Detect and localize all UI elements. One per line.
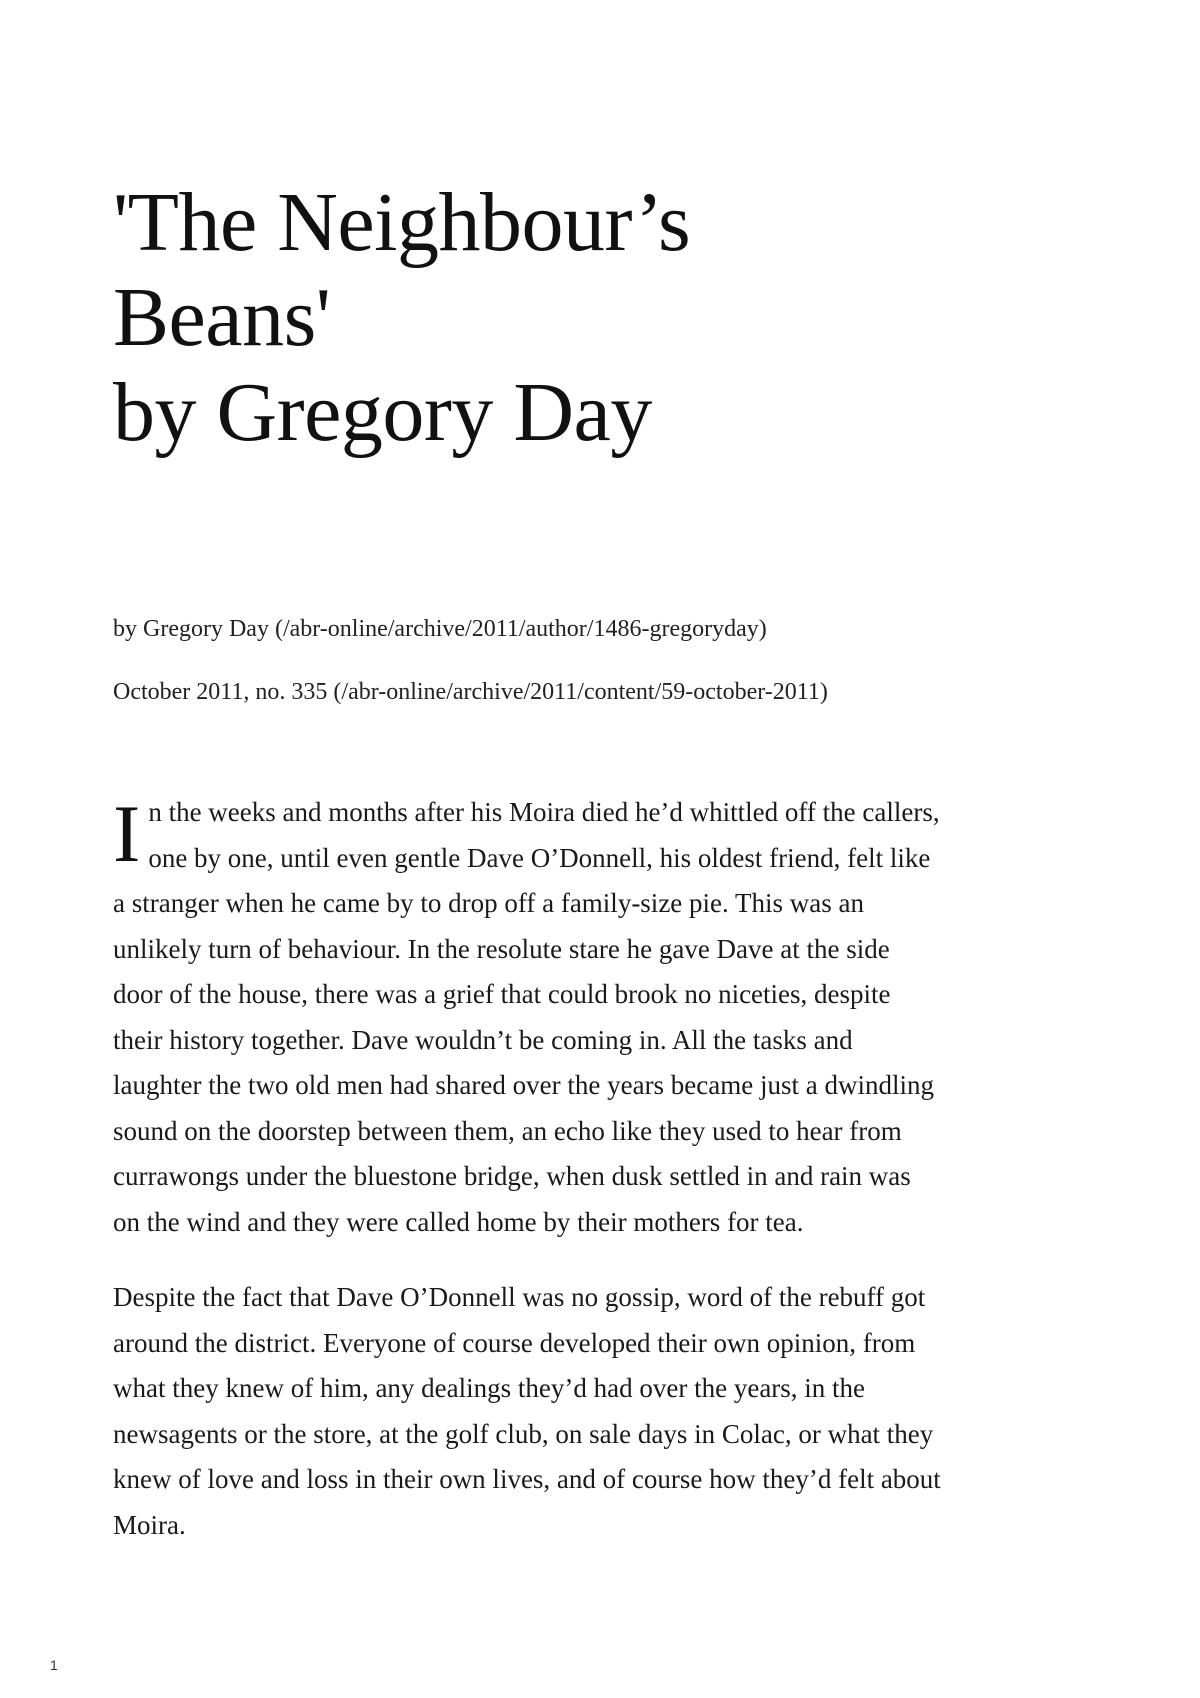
paragraph-line: sound on the doorstep between them, an echo like they used to hear from — [113, 1115, 902, 1146]
paragraph-line: a stranger when he came by to drop off a family-size pie. This was an — [113, 888, 865, 918]
paragraph-line: around the district. Everyone of course developed their own opinion, from — [113, 1327, 916, 1358]
issue-info: October 2011, no. 335 (/abr-online/archive/2011/content/59-october-2011) — [113, 679, 828, 705]
paragraph-line: Despite the fact that Dave O’Donnell was no gossip, word of the rebuff got — [113, 1282, 926, 1312]
paragraph-2 — [113, 1275, 1098, 1548]
title-line-3: by Gregory Day — [113, 366, 652, 459]
paragraph-line: what they knew of him, any dealings they’d had over the years, in the — [113, 1373, 866, 1403]
paragraph-line: laughter the two old men had shared over the years became just a dwindling — [113, 1070, 934, 1100]
paragraph-line: currawongs under the bluestone bridge, when dusk settled in and rain was — [113, 1161, 911, 1191]
author-byline: by Gregory Day (/abr-online/archive/2011/author/1486-gregoryday) — [113, 616, 767, 642]
paragraph-line: door of the house, there was a grief that could brook no niceties, despite — [113, 979, 891, 1009]
paragraph-line: their history together. Dave wouldn’t be coming in. All the tasks and — [113, 1024, 853, 1055]
drop-cap: I — [113, 788, 141, 879]
paragraph-line: unlikely turn of behaviour. In the resolute stare he gave Dave at the side — [113, 933, 890, 964]
paragraph-1 — [113, 790, 1098, 1245]
title-line-1: 'The Neighbour’s — [113, 176, 691, 269]
paragraph-line: newsagents or the store, at the golf club, on sale days in Colac, or what they — [113, 1418, 934, 1449]
paragraph-line: Moira. — [113, 1509, 186, 1540]
paragraph-line: n the weeks and months after his Moira died he’d whittled off the callers, — [148, 797, 940, 827]
article-title — [113, 175, 1013, 460]
title-line-2: Beans' — [113, 271, 331, 364]
paragraph-line: on the wind and they were called home by their mothers for tea. — [113, 1206, 804, 1237]
paragraph-line: one by one, until even gentle Dave O’Donnell, his oldest friend, felt like — [148, 842, 931, 873]
paragraph-line: knew of love and loss in their own lives, and of course how they’d felt about — [113, 1464, 941, 1494]
page-number: 1 — [50, 1657, 58, 1673]
